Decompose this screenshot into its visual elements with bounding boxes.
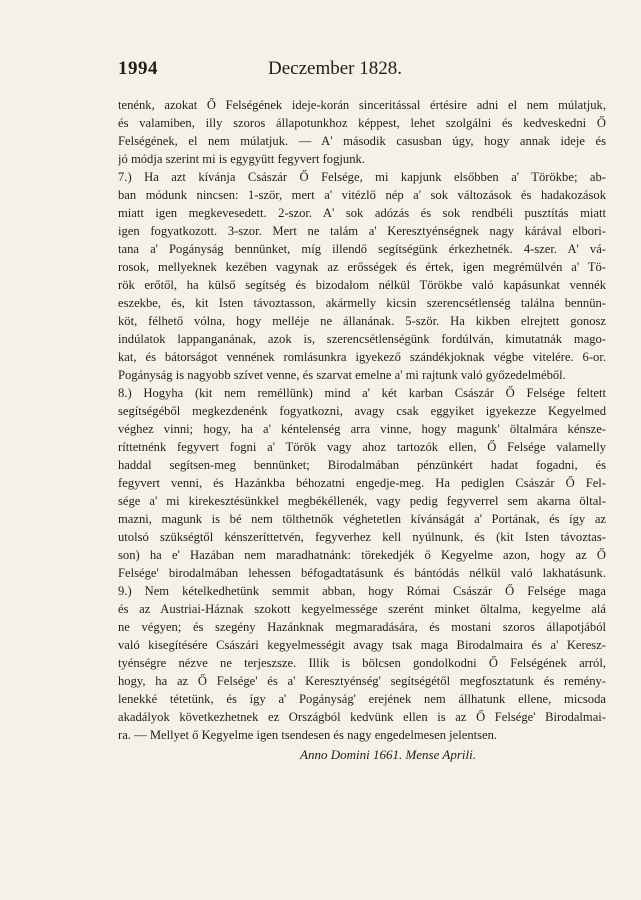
text-line: véghez vinni; hogy, ha a' kéntelenség arra vinne, hogy magunk' öltalmára kénsze- (118, 422, 606, 436)
text-line: tyénségre nézve ne terjeszsze. Illik is bölcsen gondolkodni Ő Felségének arról, (118, 656, 606, 670)
body-text (118, 96, 606, 744)
text-line: tana a' Pogányság bennünket, míg illendő segítségünk érkezhetnék. 4-szer. A' vá- (118, 242, 606, 256)
text-line: ríttetnénk fegyvert fogni a' Török vagy ahoz tartozók ellen, Ő Felsége valamelly (118, 440, 606, 454)
text-line: köt, félhető vólna, hogy melléje ne állanának. 5-ször. Ha kikben elrejtett gonosz (118, 314, 606, 328)
text-line: segítségéből megkezdenénk fogyatkozni, avagy csak eggyiket igyekezze Kegyelmed (118, 404, 606, 418)
text-line: indúlatok lappanganának, azok is, szerencsétlenségünk fordúlván, kimutatnák mago- (118, 332, 606, 346)
text-line: rök erőtől, ha külső segítség és bizodalom nélkül Törökbe való kapásunkat vennék (118, 278, 606, 292)
text-line: rosok, mellyeknek kezében vagynak az erősségek és értek, igen megrémülvén a' Tö- (118, 260, 606, 274)
text-line: tenénk, azokat Ő Felségének ideje-korán sinceritással értésire adni el nem múlatjuk, (118, 98, 606, 112)
text-line: ra. — Mellyet ő Kegyelme igen tsendesen és nagy engedelmesen jelentsen. (118, 728, 498, 742)
text-line: 8.) Hogyha (kit nem reméllünk) mind a' két karban Császár Ő Felsége feltett (118, 386, 606, 400)
text-line: jó módja szerint mi is egygyütt fegyvert fogjunk. (118, 152, 365, 166)
text-line: ne végyen; és szegény Hazánknak megmaradására, és mostani szoros állapotjából (118, 620, 606, 634)
text-line: Felsége' birodalmában lehessen béfogadtatásunk és bántódás nélkül való lakhatásunk. (118, 566, 606, 580)
text-line: Felségének, el nem múlatjuk. — A' második casusban úgy, hogy annak ideje és (118, 134, 606, 148)
page-header (118, 58, 598, 88)
text-line: Pogányság is nagyobb szívet venne, és szarvat emelne a' mi rajtunk való győzedelméből. (118, 368, 566, 382)
text-line: 9.) Nem kételkedhetünk semmit abban, hogy Római Császár Ő Felsége maga (118, 584, 606, 598)
text-line: haddal segítsen-meg bennünket; Birodalmában pénzünkért hadat fogadni, és (118, 458, 606, 472)
text-line: és valamiben, illy szoros állapotunkhoz képpest, lehet szolgálni és kedveskedni Ő (118, 116, 606, 130)
text-line: utolsó szükségtől kénszeríttetvén, fegyverhez kell nyúlnunk, és (kit Isten távoztas- (118, 530, 606, 544)
text-line: 7.) Ha azt kívánja Császár Ő Felsége, mi kapjunk elsőbben a' Törökbe; ab- (118, 170, 606, 184)
date-signature: Anno Domini 1661. Mense Aprili. (300, 747, 476, 762)
text-line: eszekbe, és, kit Isten távoztasson, akármelly kicsin szerencsétlenség találna bennün- (118, 296, 606, 310)
text-line: mazni, magunk is bé nem tölthetnők véghetetlen kívánságát a' Portának, és így az (118, 512, 606, 526)
text-line: és az Austriai-Háznak szokott kegyelmessége szerént minket öltalma, kegyelme alá (118, 602, 606, 616)
text-line: való kisegítésére Császári kegyelmességit avagy tsak maga Birodalmaira és a' Keresz- (118, 638, 606, 652)
running-head: Deczember 1828. (268, 58, 402, 79)
text-line: kat, és bátorságot vennének romlásunkra igyekező szándékjoknak végbe vitelére. 6-or. (118, 350, 606, 364)
text-line: sége a' mi kirekesztésünkkel megbékéllenék, vagy pedig fegyverrel sem akarna öltal- (118, 494, 606, 508)
text-line: miatt igen megkevesedett. 2-szor. A' sok adózás és sok rendbéli pusztítás miatt (118, 206, 606, 220)
page-number: 1994 (118, 58, 158, 79)
text-line: fegyvert venni, és Hazánkba béhozatni engedje-meg. Ha pediglen Császár Ő Fel- (118, 476, 606, 490)
text-line: lenekké tétetünk, és így a' Pogányság' erejének nem állhatunk ellene, micsoda (118, 692, 606, 706)
text-line: igen fogyatkozott. 3-szor. Mert ne talám a' Keresztyénségnek nagy kárával elbori- (118, 224, 606, 238)
text-line: son) ha e' Hazában nem maradhatnánk: törekedjék ő Kegyelme azon, hogy az Ő (118, 548, 606, 562)
text-line: akadályok következhetnek ez Országból kedvünk ellen is az Ő Felsége' Birodalmai- (118, 710, 606, 724)
text-line: ban módunk nincsen: 1-ször, mert a' vitézlő nép a' sok változások és hadakozások (118, 188, 606, 202)
text-line: hogy, ha az Ő Felsége' és a' Keresztyénség' segítségétől megfosztatunk és remény- (118, 674, 606, 688)
